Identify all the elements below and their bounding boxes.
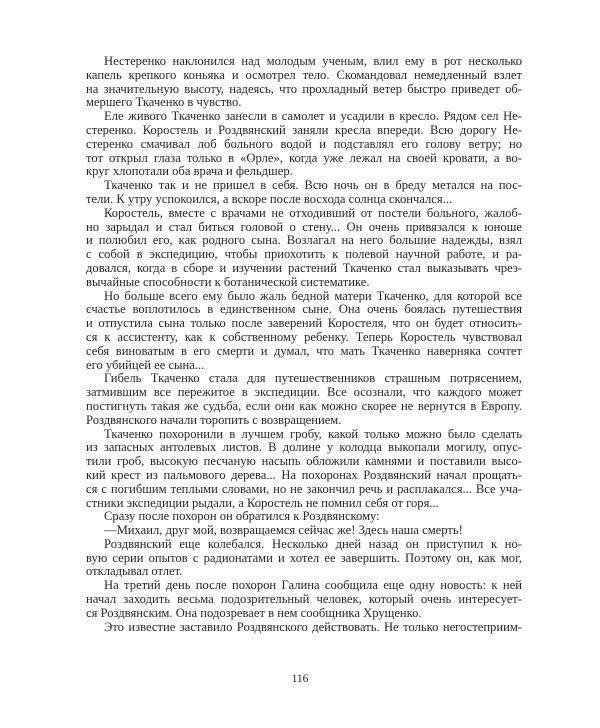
paragraph — [86, 538, 522, 579]
text-line: Еле живого Ткаченко занесли в самолет и усадили в кресло. Рядом сел Не- — [104, 109, 522, 124]
text-line: капель крепкого коньяка и осмотрел тело. Скомандовал немедленный взлет — [86, 67, 522, 82]
text-line: Ткаченко так и не пришел в себя. Всю ночь он в бреду метался на пос- — [104, 178, 522, 193]
text-line: ся к ассистенту, как к собственному ребенку. Теперь Коростель чувствовал — [86, 329, 522, 344]
text-line: На третий день после похорон Галина сообщила еще одну новость: к ней — [104, 578, 522, 593]
text-line: —Михаил, друг мой, возвращаемся сейчас же! Здесь наша смерть! — [104, 523, 463, 538]
page-body-text — [86, 55, 522, 634]
paragraph — [86, 510, 522, 524]
text-line: из запасных антолевых листов. В долине у колодца выкопали могилу, опус- — [86, 440, 522, 455]
text-line: стеренко смачивал лоб больного водой и подставлял его голову ветру; но — [86, 136, 522, 151]
text-line: на значительную высоту, надеясь, что прохладный ветер быстро приведет об- — [86, 81, 522, 96]
text-line: Ткаченко похоронили в лучшем гробу, какой только можно было сделать — [104, 426, 522, 441]
text-line: вую серии опытов с радионатами и хотел ее завершить. Поэтому он, как мог, — [86, 550, 522, 565]
text-line: довался, когда в сборе и изучении растений Ткаченко стал выказывать чрез- — [86, 260, 522, 275]
text-line: и отпустила сына только после заверений Коростеля, что он будет относить- — [86, 316, 522, 331]
paragraph — [86, 55, 522, 110]
text-line: Роздвянского начали торопить с возвращением. — [86, 412, 342, 427]
paragraph — [86, 621, 522, 635]
text-line: счастье воплотилось в единственном сыне. Она очень боялась путешествия — [86, 302, 522, 317]
text-line: Коростель, вместе с врачами не отходивший от постели больного, жалоб- — [104, 205, 522, 220]
text-line: Нестеренко наклонился над молодым ученым, влил ему в рот несколько — [104, 54, 522, 68]
paragraph — [86, 207, 522, 290]
paragraph — [86, 372, 522, 427]
text-line: начал заходить весьма подозрительный человек, который очень интересует- — [86, 592, 522, 607]
text-line: кий крест из пальмового дерева... На похоронах Роздвянский начал прощать- — [86, 467, 522, 482]
paragraph — [86, 524, 522, 538]
page-number: 116 — [291, 673, 309, 685]
text-line: его убийцей ее сына... — [86, 357, 205, 372]
text-line: тили гроб, высокую песчаную насыпь обложили камнями и поставили высо- — [86, 454, 522, 469]
text-line: стеренко. Коростель и Роздвянский заняли кресла впереди. Всю дорогу Не- — [86, 122, 522, 137]
text-line: и полюбил его, как родного сына. Возлагал на него большие надежды, взял — [86, 233, 522, 248]
text-line: вычайные способности к ботанической систематике. — [86, 274, 370, 289]
text-line: затмившим все пережитое в экспедиции. Все осознали, что каждого может — [86, 385, 522, 400]
text-line: ся с погибшим теплыми словами, но не закончил речь и расплакался... Все уча- — [86, 481, 522, 496]
text-line: мершего Ткаченко в чувство. — [86, 95, 242, 110]
text-line: Это известие заставило Роздвянского действовать. Не только негостеприим- — [104, 619, 522, 634]
text-line: стники экспедиции рыдали, а Коростель не помнил себя от горя... — [86, 495, 439, 510]
paragraph — [86, 110, 522, 179]
text-line: с собой в экспедицию, чтобы приохотить к полевой научной работе, и ра- — [86, 247, 522, 262]
text-line: Роздвянский еще колебался. Несколько дней назад он приступил к но- — [104, 536, 522, 551]
text-line: Гибель Ткаченко стала для путешественников страшным потрясением, — [104, 371, 522, 386]
paragraph — [86, 290, 522, 373]
text-line: себя виноватым в его смерти и думал, что мать Ткаченко наверняка сочтет — [86, 343, 522, 358]
text-line: Но больше всего ему было жаль бедной матери Ткаченко, для которой все — [104, 288, 522, 303]
text-line: круг хлопотали оба врача и фельдшер. — [86, 164, 293, 179]
text-line: откладывал отлет. — [86, 564, 183, 579]
paragraph — [86, 179, 522, 207]
text-line: тот открыл глаза только в «Орле», когда уже лежал на своей кровати, а во- — [86, 150, 522, 165]
text-line: постигнуть такая же судьба, если они как можно скорее не вернутся в Европу. — [86, 398, 522, 413]
paragraph — [86, 428, 522, 511]
paragraph — [86, 579, 522, 620]
text-line: ся Роздвянским. Она подозревает в нем сообщника Хрущенко. — [86, 605, 422, 620]
text-line: тели. К утру успокоился, а вскоре после восхода солнца скончался... — [86, 191, 453, 206]
text-line: но зарыдал и стал биться головой о стену... Он очень привязался к юноше — [86, 219, 522, 234]
text-line: Сразу после похорон он обратился к Роздвянскому: — [104, 509, 380, 524]
